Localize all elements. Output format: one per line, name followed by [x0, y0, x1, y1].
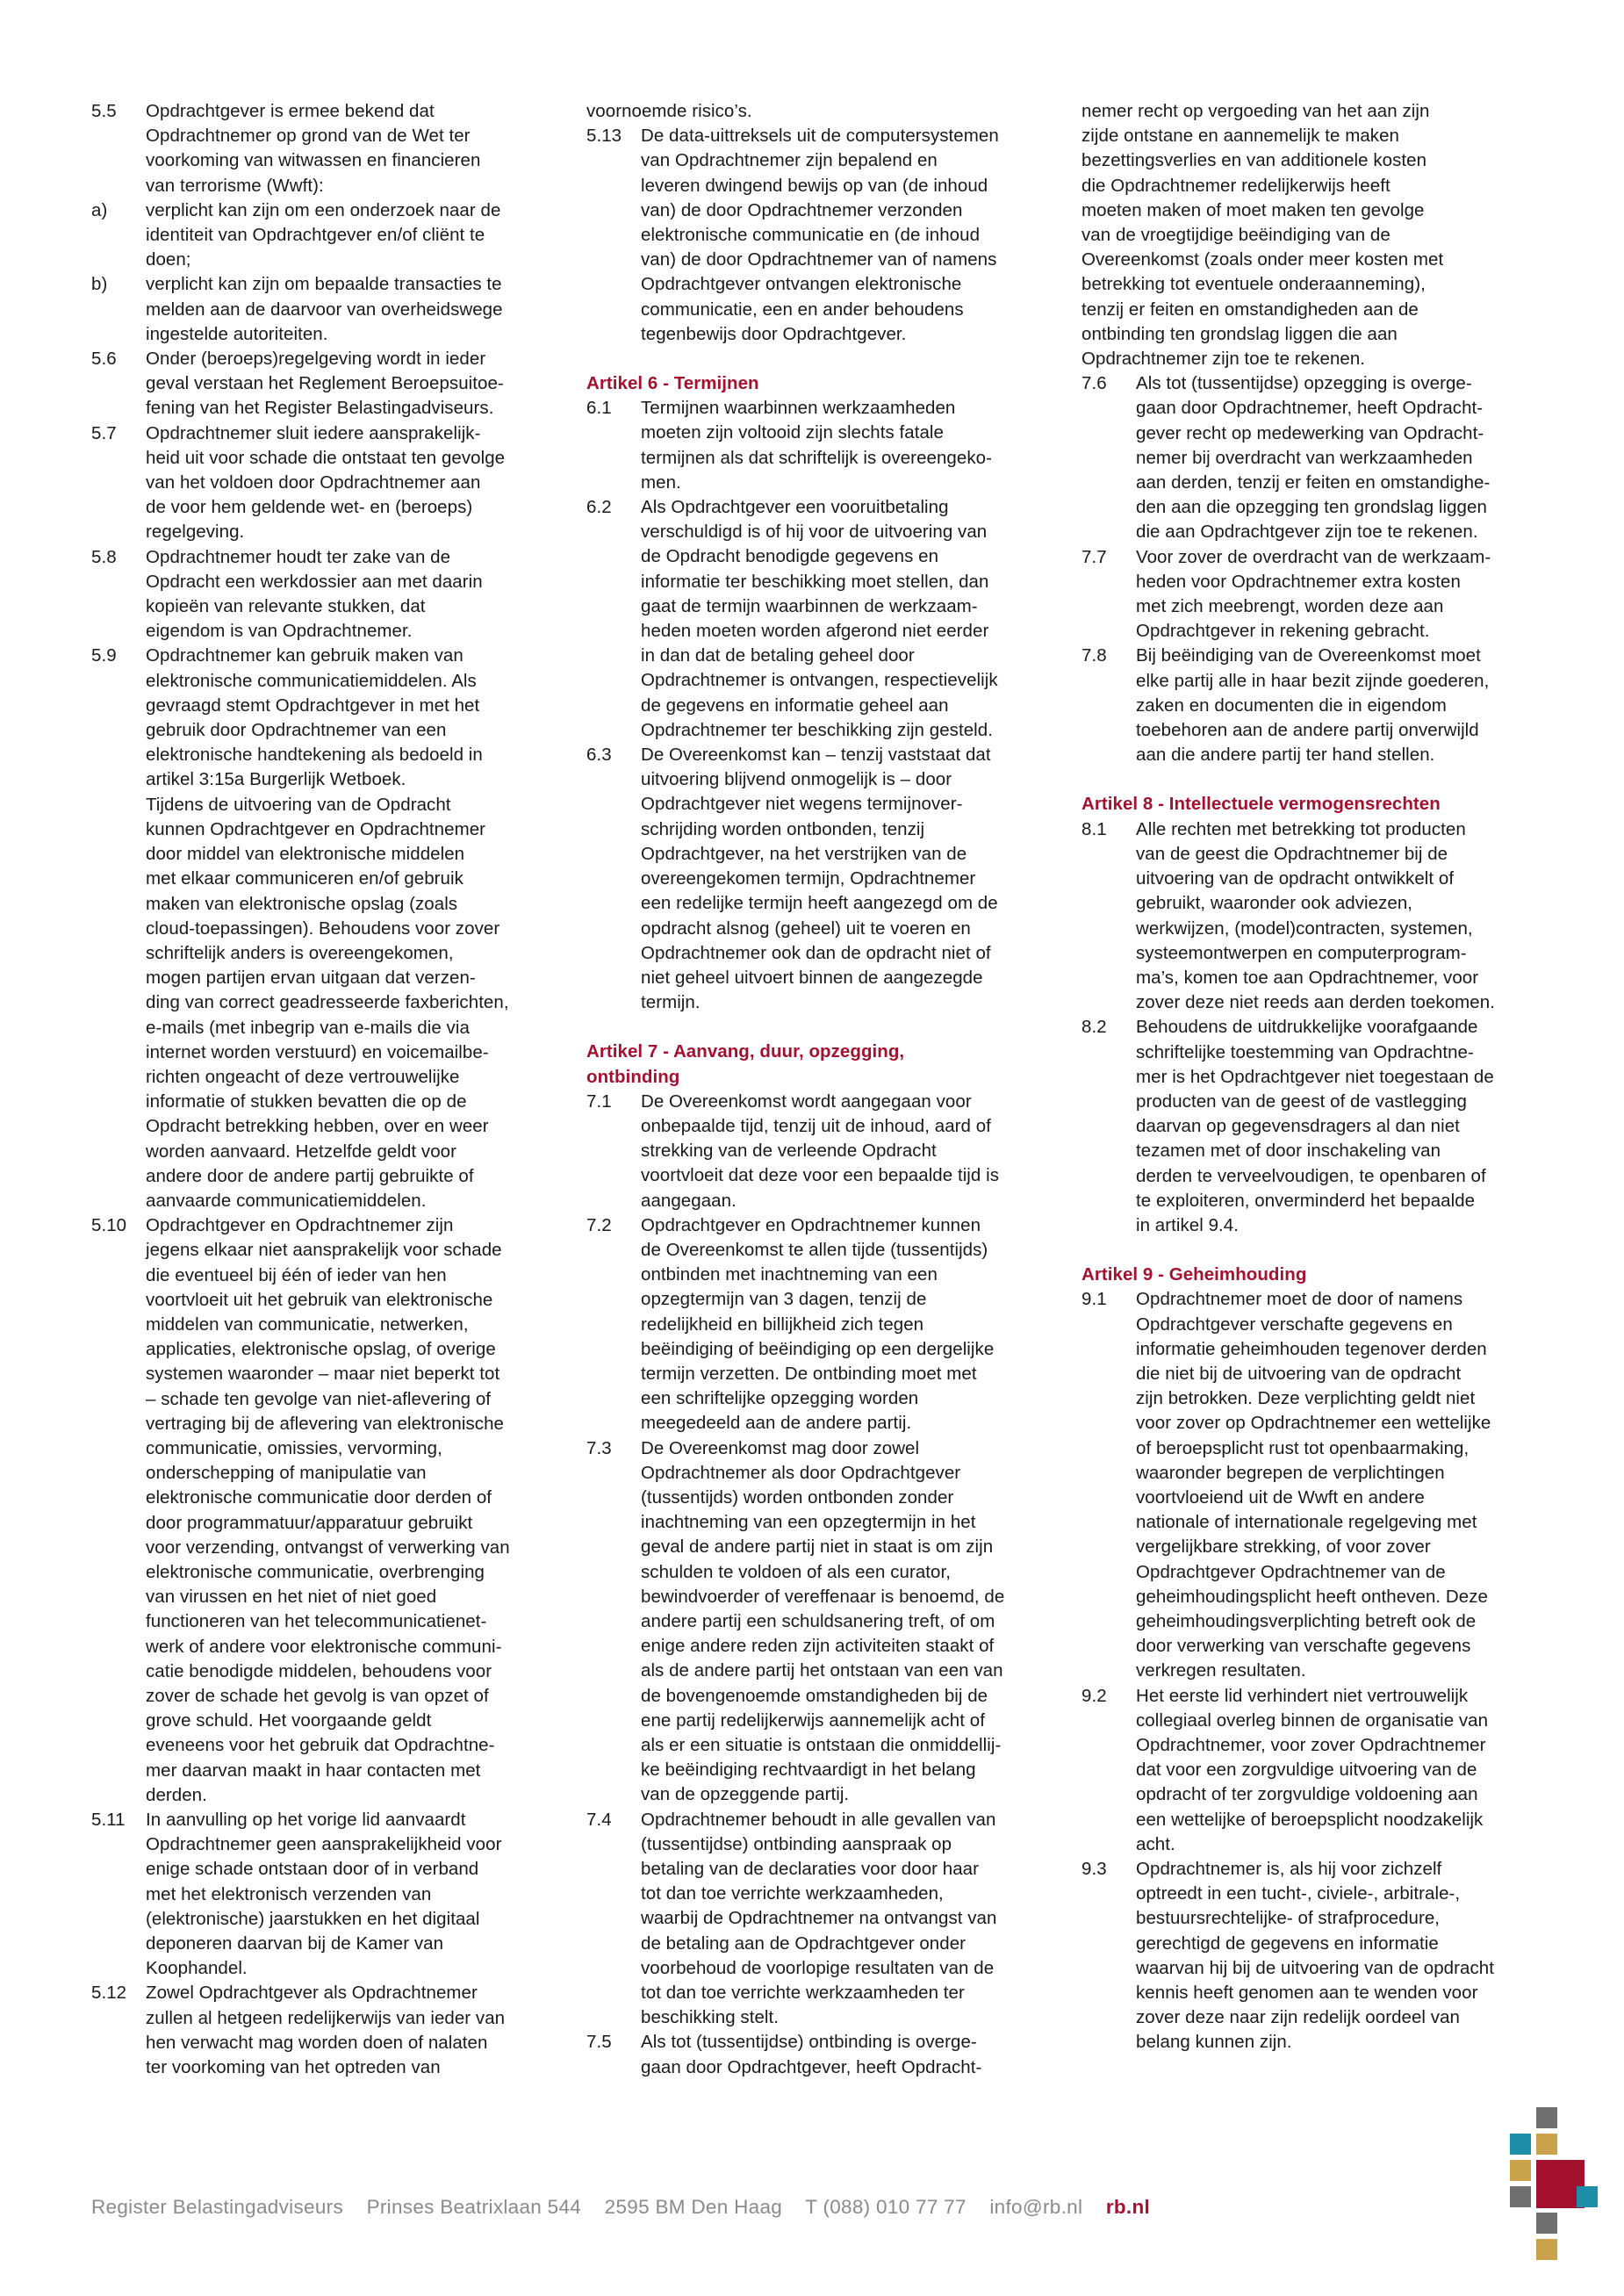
clause-item — [91, 198, 572, 273]
logo-square-gold-bottom — [1536, 2239, 1557, 2260]
clause-number: 7.8 — [1081, 645, 1107, 666]
clause-text: Opdrachtnemer moet de door of namens Opdrachtgever verschafte gegevens en informatie geheimhouden tegenover derden die niet bij de uitvoering van de opdracht zijn betrokken. Deze verplichting geldt niet voor zover op Opdrachtnemer een wettelijke of beroepsplicht rust tot openbaarmaking, waaronder begrepen de verplichtingen voortvloeiend uit de Wwft en andere nationale of internationale regelgeving met vergelijkbare strekking, of voor zover Opdrachtgever Opdrachtnemer van de geheimhoudingsplicht heeft ontheven. Deze geheimhoudingsverplichting betreft ook de door verwerking van verschafte gegevens verkregen resultaten. — [1136, 1289, 1491, 1681]
clause-item — [586, 1213, 1067, 1436]
clause-item — [91, 545, 572, 644]
footer-city: 2595 BM Den Haag — [604, 2196, 783, 2218]
logo-square-gray-top — [1536, 2107, 1557, 2128]
logo-square-gold-top — [1536, 2134, 1557, 2155]
clause-number: 5.10 — [91, 1215, 127, 1236]
clause-number: 8.2 — [1081, 1017, 1107, 1038]
clause-item — [91, 421, 572, 545]
clause-text: De Overeenkomst mag door zowel Opdrachtnemer als door Opdrachtgever (tussentijds) worden ontbonden zonder inachtneming van een opzegtermijn in het geval de andere partij niet in staat is om zijn schulden te voldoen of als een curator, bewindvoerder of vereffenaar is benoemd, de andere partij een schuldsanering treft, of om enige andere reden zijn activiteiten staakt of als de andere partij het ontstaan van een van de bovengenoemde omstandigheden bij de ene partij redelijkerwijs aannemelijk acht of als er een situatie is ontstaan die onmiddellij- ke beëindiging rechtvaardigt in het belang van de opzeggende partij. — [641, 1437, 1005, 1805]
footer-org: Register Belastingadviseurs — [91, 2196, 343, 2218]
clause-text: Opdrachtnemer kan gebruik maken van elektronische communicatiemiddelen. Als gevraagd stemt Opdrachtgever in met het gebruik door Opdrachtnemer van een elektronische handtekening als bedoeld in artikel 3:15a Burgerlijk Wetboek. Tijdens de uitvoering van de Opdracht kunnen Opdrachtgever en Opdrachtnemer door middel van elektronische middelen met elkaar communiceren en/of gebruik maken van elektronische opslag (zoals cloud-toepassingen). Behoudens voor zover schriftelijk anders is overeengekomen, mogen partijen ervan uitgaan dat verzen- ding van correct geadresseerde faxberichten, e-mails (met inbegrip van e-mails die via internet worden verstuurd) en voicemailbe- richten ongeacht of deze vertrouwelijke informatie of stukken bevatten die op de Opdracht betrekking hebben, over en weer worden aanvaard. Hetzelfde geldt voor andere door de andere partij gebruikte of aanvaarde communicatiemiddelen. — [146, 645, 509, 1211]
article-heading: Artikel 7 - Aanvang, duur, opzegging, ontbinding — [586, 1041, 905, 1087]
clause-number: 8.1 — [1081, 818, 1107, 839]
clause-number: 7.6 — [1081, 373, 1107, 394]
clause-number: 5.11 — [91, 1810, 126, 1831]
clause-text: Het eerste lid verhindert niet vertrouwelijk collegiaal overleg binnen de organisatie van Opdrachtnemer, voor zover Opdrachtnemer dat voor een zorgvuldige uitvoering van de opdracht of ter zorgvuldige voldoening aan een wettelijke of beroepsplicht noodzakelijk acht. — [1136, 1685, 1489, 1854]
clause-number: 5.12 — [91, 1983, 127, 2004]
footer — [91, 2192, 1150, 2223]
clause-item — [1081, 1857, 1563, 2055]
clause-number: 9.2 — [1081, 1685, 1107, 1706]
clause-text: Opdrachtgever en Opdrachtnemer kunnen de Overeenkomst te allen tijde (tussentijds) ontbinden met inachtneming van een opzegtermijn van 3 dagen, tenzij de redelijkheid en billijkheid zich tegen beëindiging of beëindiging op een dergelijke termijn verzetten. De ontbinding moet met een schriftelijke opzegging worden meegedeeld aan de andere partij. — [641, 1214, 995, 1434]
logo-square-gold-left — [1510, 2160, 1531, 2181]
clause-number: 7.4 — [586, 1809, 612, 1830]
clause-number: 7.5 — [586, 2032, 612, 2053]
clause-text: Opdrachtnemer houdt ter zake van de Opdracht een werkdossier aan met daarin kopieën van relevante stukken, dat eigendom is van Opdrachtnemer. — [146, 546, 483, 642]
article-heading: Artikel 6 - Termijnen — [586, 373, 759, 394]
clause-text: Opdrachtgever is ermee bekend dat Opdrachtnemer op grond van de Wet ter voorkoming van witwassen en financieren van terrorisme (Wwft): — [146, 101, 481, 196]
clause-item — [586, 1436, 1067, 1808]
clause-item — [586, 495, 1067, 743]
clause-text: Behoudens de uitdrukkelijke voorafgaande schriftelijke toestemming van Opdrachtne- mer is het Opdrachtgever niet toegestaan de producten van de geest of de vastlegging daarvan op gegevensdragers al dan niet tezamen met of door inschakeling van derden te verveelvoudigen, te openbaren of te exploiteren, onverminderd het bepaalde in artikel 9.4. — [1136, 1017, 1494, 1235]
clause-text: De Overeenkomst wordt aangegaan voor onbepaalde tijd, tenzij uit de inhoud, aard of strekking van de verleende Opdracht voortvloeit dat deze voor een bepaalde tijd is aangegaan. — [641, 1090, 1000, 1211]
logo-square-gray-left — [1510, 2186, 1531, 2207]
column-3 — [1081, 99, 1563, 2055]
logo-square-teal-far-right — [1577, 2186, 1598, 2207]
clause-text: Als Opdrachtgever een vooruitbetaling verschuldigd is of hij voor de uitvoering van de Opdracht benodigde gegevens en informatie ter beschikking moet stellen, dan gaat de termijn waarbinnen de werkzaam- heden moeten worden afgerond niet eerder in dan dat de betaling geheel door Opdrachtnemer is ontvangen, respectievelijk de gegevens en informatie geheel aan Opdrachtnemer ter beschikking zijn gesteld. — [641, 497, 998, 740]
clause-text: Opdrachtnemer is, als hij voor zichzelf optreedt in een tucht-, civiele-, arbitrale-, bestuursrechtelijke- of strafprocedure, gerechtigd de gegevens en informatie waarvan hij bij de uitvoering van de opdracht kennis heeft genomen aan te wenden voor zover deze naar zijn redelijk oordeel van belang kunnen zijn. — [1136, 1859, 1494, 2053]
clause-number: 6.2 — [586, 497, 612, 518]
clause-number: 7.1 — [586, 1090, 612, 1112]
clause-number: 7.7 — [1081, 546, 1107, 567]
clause-text: verplicht kan zijn om een onderzoek naar de identiteit van Opdrachtgever en/of cliënt te doen; — [146, 199, 501, 270]
clause-item — [91, 1981, 572, 2080]
clause-number: 6.1 — [586, 398, 612, 419]
clause-number: 5.5 — [91, 101, 117, 121]
clause-item — [1081, 1287, 1563, 1683]
clause-item — [586, 396, 1067, 495]
clause-number: 9.1 — [1081, 1289, 1107, 1310]
clause-number: 5.7 — [91, 422, 117, 443]
clause-item — [586, 1808, 1067, 2031]
clause-number: 7.2 — [586, 1214, 612, 1235]
clause-number: 9.3 — [1081, 1859, 1107, 1880]
clause-number: b) — [91, 274, 108, 295]
article-heading: Artikel 8 - Intellectuele vermogensrechten — [1081, 794, 1441, 815]
clause-text: Onder (beroeps)regelgeving wordt in ieder geval verstaan het Reglement Beroepsuitoe- fening van het Register Belastingadviseurs. — [146, 349, 504, 419]
clause-item — [1081, 545, 1563, 644]
clause-item — [1081, 644, 1563, 767]
column-2 — [586, 99, 1067, 2080]
clause-text: Termijnen waarbinnen werkzaamheden moeten zijn voltooid zijn slechts fatale termijnen als dat schriftelijk is overeengeko- men. — [641, 398, 992, 493]
clause-number: 6.3 — [586, 745, 612, 766]
clause-item — [1081, 1684, 1563, 1857]
clause-number: 7.3 — [586, 1437, 612, 1458]
clause-item — [586, 124, 1067, 347]
clause-text: In aanvulling op het vorige lid aanvaardt Opdrachtnemer geen aansprakelijkheid voor enige schade ontstaan door of in verband met het elektronisch verzenden van (elektronische) jaarstukken en het digitaal deponeren daarvan bij de Kamer van Koophandel. — [146, 1810, 502, 1979]
clause-number: 5.13 — [586, 126, 622, 147]
clause-text: De Overeenkomst kan – tenzij vaststaat dat uitvoering blijvend onmogelijk is – door Opdrachtgever niet wegens termijnover- schrijding worden ontbonden, tenzij Opdrachtgever, na het verstrijken van de overeengekomen termijn, Opdrachtnemer een redelijke termijn heeft aangezegd om de opdracht alsnog (geheel) uit te voeren en Opdrachtnemer ook dan de opdracht niet of niet geheel uitvoert binnen de aangezegde termijn. — [641, 745, 998, 1013]
clause-text: Alle rechten met betrekking tot producten van de geest die Opdrachtnemer bij de uitvoering van de opdracht ontwikkelt of gebruikt, waaronder ook adviezen, werkwijzen, (model)contracten, systemen, systeemontwerpen en computerprogram- ma’s, komen toe aan Opdrachtnemer, voor zover deze niet reeds aan derden toekomen. — [1136, 818, 1495, 1013]
clause-text: verplicht kan zijn om bepaalde transacties te melden aan de daarvoor van overheidswege ingestelde autoriteiten. — [146, 274, 503, 344]
clause-text: Bij beëindiging van de Overeenkomst moet elke partij alle in haar bezit zijnde goederen, zaken en documenten die in eigendom toebehoren aan de andere partij onverwijld aan die andere partij ter hand stellen. — [1136, 645, 1490, 766]
clause-item — [1081, 371, 1563, 544]
clause-text: Opdrachtgever en Opdrachtnemer zijn jegens elkaar niet aansprakelijk voor schade die eventueel bij één of ieder van hen voortvloeit uit het gebruik van elektronische middelen van communicatie, netwerken, applicaties, elektronische opslag, of overige systemen waaronder – maar niet beperkt tot – schade ten gevolge van niet-aflevering of vertraging bij de aflevering van elektronische communicatie, omissies, vervorming, onderschepping of manipulatie van elektronische communicatie door derden of door programmatuur/apparatuur gebruikt voor verzending, ontvangst of verwerking van elektronische communicatie, overbrenging van virussen en het niet of niet goed functioneren van het telecommunicatienet- werk of andere voor elektronische communi- catie benodigde middelen, behoudens voor zover de schade het gevolg is van opzet of grove schuld. Het voorgaande geldt eveneens voor het gebruik dat Opdrachtne- mer daarvan maakt in haar contacten met derden. — [146, 1215, 510, 1805]
logo-square-gray-bottom — [1536, 2213, 1557, 2234]
column-1 — [91, 99, 572, 2080]
clause-number: 5.8 — [91, 546, 117, 567]
clause-text: Als tot (tussentijdse) opzegging is overge- gaan door Opdrachtnemer, heeft Opdracht- gever recht op medewerking van Opdracht- nemer bij overdracht van werkzaamheden aan derden, tenzij er feiten en omstandighe- den aan die opzegging ten grondslag liggen die aan Opdrachtgever zijn toe te rekenen. — [1136, 373, 1491, 543]
logo-square-teal-left — [1510, 2134, 1531, 2155]
footer-email[interactable]: info@rb.nl — [989, 2196, 1083, 2218]
clause-item — [1081, 817, 1563, 1016]
clause-text: Voor zover de overdracht van de werkzaam- heden voor Opdrachtnemer extra kosten met zich meebrengt, worden deze aan Opdrachtgever in rekening gebracht. — [1136, 546, 1491, 642]
clause-item — [91, 1808, 572, 1981]
footer-website-link[interactable]: rb.nl — [1105, 2196, 1151, 2218]
clause-text: De data-uittreksels uit de computersystemen van Opdrachtnemer zijn bepalend en leveren dwingend bewijs op van (de inhoud van) de door Opdrachtnemer verzonden elektronische communicatie en (de inhoud van) de door Opdrachtnemer van of namens Opdrachtgever ontvangen elektronische communicatie, een en ander behoudens tegenbewijs door Opdrachtgever. — [641, 126, 999, 344]
continued-paragraph: nemer recht op vergoeding van het aan zijn zijde ontstane en aannemelijk te maken bezettingsverlies en van additionele kosten die Opdrachtnemer redelijkerwijs heeft moeten maken of moet maken ten gevolge van de vroegtijdige beëindiging van de Overeenkomst (zoals onder meer kosten met betrekking tot eventuele onderaanneming), tenzij er feiten en omstandigheden aan de ontbinding ten grondslag liggen die aan Opdrachtnemer zijn toe te rekenen. — [1081, 101, 1444, 370]
clause-text: Als tot (tussentijdse) ontbinding is overge- gaan door Opdrachtgever, heeft Opdracht- — [641, 2032, 982, 2077]
clause-item — [1081, 1015, 1563, 1238]
clause-item — [91, 644, 572, 1213]
article-heading: Artikel 9 - Geheimhouding — [1081, 1264, 1307, 1285]
clause-item — [91, 1213, 572, 1808]
clause-number: 5.6 — [91, 349, 117, 370]
clause-number: a) — [91, 199, 108, 220]
clause-number: 5.9 — [91, 645, 117, 666]
clause-text: Opdrachtnemer sluit iedere aansprakelijk- heid uit voor schade die ontstaat ten gevolge van het voldoen door Opdrachtnemer aan de voor hem geldende wet- en (beroeps) regelgeving. — [146, 422, 506, 543]
continued-paragraph: voornoemde risico’s. — [586, 101, 752, 121]
clause-text: Zowel Opdrachtgever als Opdrachtnemer zullen al hetgeen redelijkerwijs van ieder van hen verwacht mag worden doen of nalaten ter voorkoming van het optreden van — [146, 1983, 506, 2078]
clause-item — [91, 99, 572, 198]
clause-item — [91, 347, 572, 421]
clause-item — [586, 743, 1067, 1015]
clause-item — [91, 272, 572, 347]
clause-item — [586, 2030, 1067, 2079]
footer-phone[interactable]: T (088) 010 77 77 — [805, 2196, 966, 2218]
clause-item — [586, 1090, 1067, 1213]
clause-text: Opdrachtnemer behoudt in alle gevallen van (tussentijdse) ontbinding aanspraak op betaling van de declaraties voor door haar tot dan toe verrichte werkzaamheden, waarbij de Opdrachtnemer na ontvangst van de betaling aan de Opdrachtgever onder voorbehoud de voorlopige resultaten van de tot dan toe verrichte werkzaamheden ter beschikking stelt. — [641, 1809, 997, 2028]
footer-street: Prinses Beatrixlaan 544 — [366, 2196, 582, 2218]
